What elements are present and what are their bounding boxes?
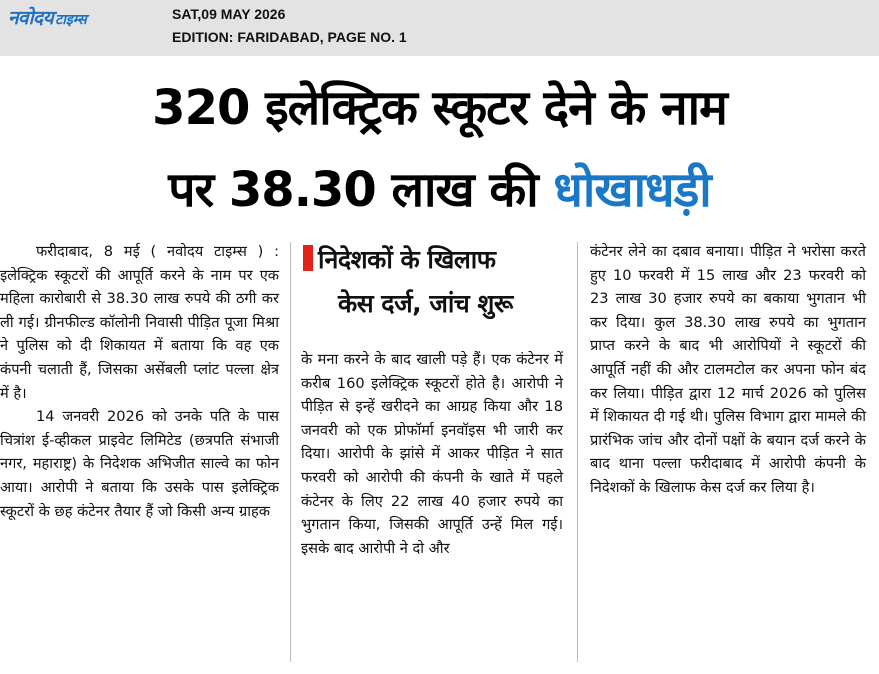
subheading-marker <box>303 245 313 271</box>
column-divider <box>577 242 578 662</box>
article-paragraph: फरीदाबाद, 8 मई ( नवोदय टाइम्स ) : इलेक्ट्रिक स्कूटरों की आपूर्ति करने के नाम पर एक महिला कारोबारी से 38.30 लाख रुपये की ठगी कर ली गई। ग्रीनफील्ड कॉलोनी निवासी पीड़ित पूजा मिश्रा ने पुलिस को दी शिकायत में बताया कि वह एक कंपनी चलाती हैं, जिसका असेंबली प्लांट पल्ला क्षेत्र में है। <box>0 243 279 402</box>
article-column-1 <box>0 240 279 523</box>
headline-line-1: 320 इलेक्ट्रिक स्कूटर देने के नाम <box>152 80 727 136</box>
headline-line-2-text: पर 38.30 लाख की <box>168 162 554 218</box>
article-paragraph: के मना करने के बाद खाली पड़े हैं। एक कंटेनर में करीब 160 इलेक्ट्रिक स्कूटरों होते है। आरोपी ने पीड़ित से इन्हें खरीदने का आग्रह किया और 18 जनवरी को एक प्रोफॉर्मा इनवॉइस भी जारी कर दिया। आरोपी के झांसे में आकर पीड़ित ने सात फरवरी को आरोपी की कंपनी के खाते में पहले कंटेनर के लिए 22 लाख 40 हजार रुपये का भुगतान किया, जिसकी आपूर्ति उन्हें मिल गई। इसके बाद आरोपी ने दो और <box>301 351 563 557</box>
headline-highlight: धोखाधड़ी <box>553 162 711 218</box>
subheading <box>303 238 565 326</box>
subheading-line-2: केस दर्ज, जांच शुरू <box>338 289 513 318</box>
article-paragraph: 14 जनवरी 2026 को उनके पति के पास चित्रांश ई-व्हीकल प्राइवेट लिमिटेड (छत्रपति संभाजी नगर, महाराष्ट्र) के निदेशक अभिजीत साल्वे का फोन आया। आरोपी ने बताया कि उसके पास इलेक्ट्रिक स्कूटरों के छह कंटेनर तैयार हैं जो किसी अन्य ग्राहक <box>0 408 279 520</box>
article-column-2 <box>301 348 563 560</box>
edition-info: EDITION: FARIDABAD, PAGE NO. 1 <box>172 29 407 45</box>
article-column-3 <box>590 240 866 500</box>
subheading-line-1: निदेशकों के खिलाफ <box>318 245 496 274</box>
column-divider <box>290 242 291 662</box>
newspaper-logo <box>8 4 87 30</box>
logo-sub-text: टाइम्स <box>55 12 87 28</box>
headline-line-2 <box>0 160 879 220</box>
masthead-bar <box>0 0 879 56</box>
article-paragraph: कंटेनर लेने का दबाव बनाया। पीड़ित ने भरोसा करते हुए 10 फरवरी में 15 लाख और 23 फरवरी को 23 लाख 30 हजार रुपये का बकाया भुगतान भी कर दिया। कुल 38.30 लाख रुपये का भुगतान प्राप्त करने के बाद भी आरोपियों ने स्कूटरों की आपूर्ति नहीं की और टालमटोल कर अपना फोन बंद कर लिया। पीड़ित द्वारा 12 मार्च 2026 को पुलिस में शिकायत दी गई थी। पुलिस विभाग द्वारा मामले की प्रारंभिक जांच और दोनों पक्षों के बयान दर्ज करने के बाद थाना पल्ला फरीदाबाद में आरोपी कंपनी के निदेशकों के खिलाफ केस दर्ज कर लिया है। <box>590 243 866 496</box>
logo-main-text: नवोदय <box>8 7 54 29</box>
edition-date: SAT,09 MAY 2026 <box>172 6 286 22</box>
